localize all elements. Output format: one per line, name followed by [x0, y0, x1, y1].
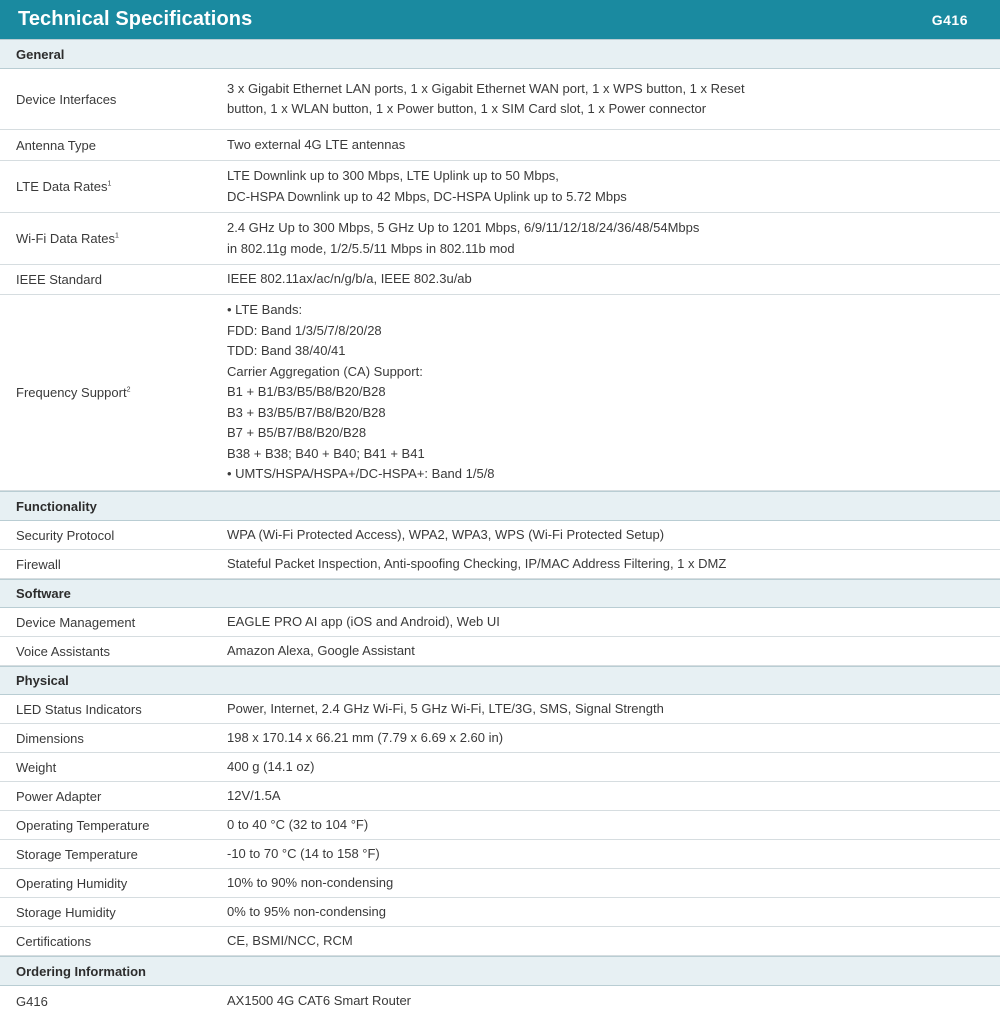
- footnote-marker: 1: [107, 180, 112, 188]
- spec-label: Weight: [16, 759, 57, 775]
- spec-label: Operating Temperature: [16, 817, 150, 833]
- spec-value: EAGLE PRO AI app (iOS and Android), Web UI: [227, 613, 500, 629]
- spec-row-voice-assistants: [0, 637, 1000, 666]
- section-header-ordering: Ordering Information: [0, 956, 1000, 986]
- spec-label: LED Status Indicators: [16, 701, 142, 717]
- spec-row-power-adapter: [0, 782, 1000, 811]
- footnote-marker: 1: [114, 232, 119, 240]
- spec-label: Device Interfaces: [16, 91, 117, 107]
- spec-value: CE, BSMI/NCC, RCM: [227, 932, 353, 948]
- spec-value: IEEE 802.11ax/ac/n/g/b/a, IEEE 802.3u/ab: [227, 271, 472, 287]
- spec-row-operating-humidity: [0, 869, 1000, 898]
- spec-label: Antenna Type: [16, 137, 96, 153]
- spec-row-weight: [0, 753, 1000, 782]
- spec-label: G416: [16, 993, 48, 1009]
- spec-value: Two external 4G LTE antennas: [227, 136, 406, 152]
- spec-value: -10 to 70 °C (14 to 158 °F): [227, 845, 380, 861]
- spec-value: [211, 300, 1000, 485]
- spec-label: Security Protocol: [16, 527, 115, 543]
- spec-label: Firewall: [16, 556, 61, 572]
- spec-row-g416: [0, 986, 1000, 1016]
- spec-label-text: Wi-Fi Data Rates: [16, 231, 115, 246]
- section-header-general: General: [0, 39, 1000, 69]
- spec-row-led-status: [0, 695, 1000, 724]
- spec-label: Storage Temperature: [16, 846, 138, 862]
- spec-row-wifi-data-rates: [0, 213, 1000, 265]
- spec-value: Power, Internet, 2.4 GHz Wi-Fi, 5 GHz Wi-Fi, LTE/3G, SMS, Signal Strength: [227, 700, 664, 716]
- spec-label: [0, 385, 211, 400]
- spec-table: [0, 39, 1000, 1016]
- spec-label: Device Management: [16, 614, 136, 630]
- spec-value: [211, 166, 1000, 207]
- spec-label: Power Adapter: [16, 788, 102, 804]
- spec-label: Certifications: [16, 933, 92, 949]
- spec-row-storage-temperature: [0, 840, 1000, 869]
- model-name: G416: [931, 11, 968, 28]
- spec-value-line: B38 + B38; B40 + B40; B41 + B41: [227, 445, 425, 461]
- spec-value: AX1500 4G CAT6 Smart Router: [227, 992, 412, 1008]
- spec-row-storage-humidity: [0, 898, 1000, 927]
- section-header-physical: Physical: [0, 666, 1000, 695]
- spec-value-line: B3 + B3/B5/B7/B8/B20/B28: [227, 404, 386, 420]
- spec-value-line: B7 + B5/B7/B8/B20/B28: [227, 425, 367, 441]
- spec-row-device-interfaces: [0, 69, 1000, 130]
- spec-label-text: LTE Data Rates: [16, 179, 108, 194]
- spec-value-line: TDD: Band 38/40/41: [227, 343, 346, 359]
- spec-row-security-protocol: [0, 521, 1000, 550]
- spec-row-device-management: [0, 608, 1000, 637]
- spec-value: 400 g (14.1 oz): [227, 758, 315, 774]
- spec-value-line: • LTE Bands:: [227, 302, 303, 318]
- spec-value-line: FDD: Band 1/3/5/7/8/20/28: [227, 322, 382, 338]
- spec-value-line: 3 x Gigabit Ethernet LAN ports, 1 x Gigabit Ethernet WAN port, 1 x WPS button, 1 x Reset: [227, 80, 745, 96]
- spec-row-ieee-standard: [0, 265, 1000, 295]
- spec-label: [0, 179, 211, 194]
- spec-value-line: • UMTS/HSPA/HSPA+/DC-HSPA+: Band 1/5/8: [227, 466, 495, 482]
- spec-value: 0% to 95% non-condensing: [227, 903, 387, 919]
- spec-value-line: DC-HSPA Downlink up to 42 Mbps, DC-HSPA Uplink up to 5.72 Mbps: [227, 188, 627, 204]
- page-header: [0, 0, 1000, 39]
- spec-label: IEEE Standard: [16, 272, 102, 287]
- spec-label-text: Frequency Support: [16, 385, 127, 400]
- spec-row-antenna-type: [0, 130, 1000, 161]
- spec-row-firewall: [0, 550, 1000, 579]
- spec-row-operating-temperature: [0, 811, 1000, 840]
- spec-row-lte-data-rates: [0, 161, 1000, 213]
- spec-value-line: button, 1 x WLAN button, 1 x Power button, 1 x SIM Card slot, 1 x Power connector: [227, 101, 707, 116]
- spec-value-line: 2.4 GHz Up to 300 Mbps, 5 GHz Up to 1201 Mbps, 6/9/11/12/18/24/36/48/54Mbps: [227, 220, 700, 235]
- spec-row-dimensions: [0, 724, 1000, 753]
- spec-row-frequency-support: [0, 295, 1000, 491]
- section-header-software: Software: [0, 579, 1000, 608]
- spec-label: Dimensions: [16, 730, 84, 746]
- spec-label: Voice Assistants: [16, 643, 110, 659]
- spec-label: Storage Humidity: [16, 904, 116, 920]
- spec-value: 10% to 90% non-condensing: [227, 874, 394, 890]
- footnote-marker: 2: [126, 386, 131, 394]
- spec-value: 0 to 40 °C (32 to 104 °F): [227, 816, 369, 832]
- spec-value: [211, 79, 1000, 120]
- spec-value-line: in 802.11g mode, 1/2/5.5/11 Mbps in 802.11b mod: [227, 240, 515, 256]
- spec-value: Stateful Packet Inspection, Anti-spoofing Checking, IP/MAC Address Filtering, 1 x DMZ: [227, 555, 727, 571]
- section-header-functionality: Functionality: [0, 491, 1000, 521]
- spec-label: Operating Humidity: [16, 875, 128, 891]
- spec-value: [211, 218, 1000, 259]
- spec-row-certifications: [0, 927, 1000, 956]
- spec-value: Amazon Alexa, Google Assistant: [227, 642, 415, 658]
- spec-value: WPA (Wi-Fi Protected Access), WPA2, WPA3, WPS (Wi-Fi Protected Setup): [227, 526, 665, 542]
- page-title: Technical Specifications: [18, 8, 253, 30]
- spec-label: [0, 231, 211, 246]
- spec-value-line: Carrier Aggregation (CA) Support:: [227, 363, 423, 379]
- spec-value-line: LTE Downlink up to 300 Mbps, LTE Uplink up to 50 Mbps,: [227, 168, 559, 183]
- spec-value-line: B1 + B1/B3/B5/B8/B20/B28: [227, 384, 386, 400]
- spec-value: 12V/1.5A: [227, 787, 281, 803]
- spec-value: 198 x 170.14 x 66.21 mm (7.79 x 6.69 x 2.60 in): [227, 729, 504, 745]
